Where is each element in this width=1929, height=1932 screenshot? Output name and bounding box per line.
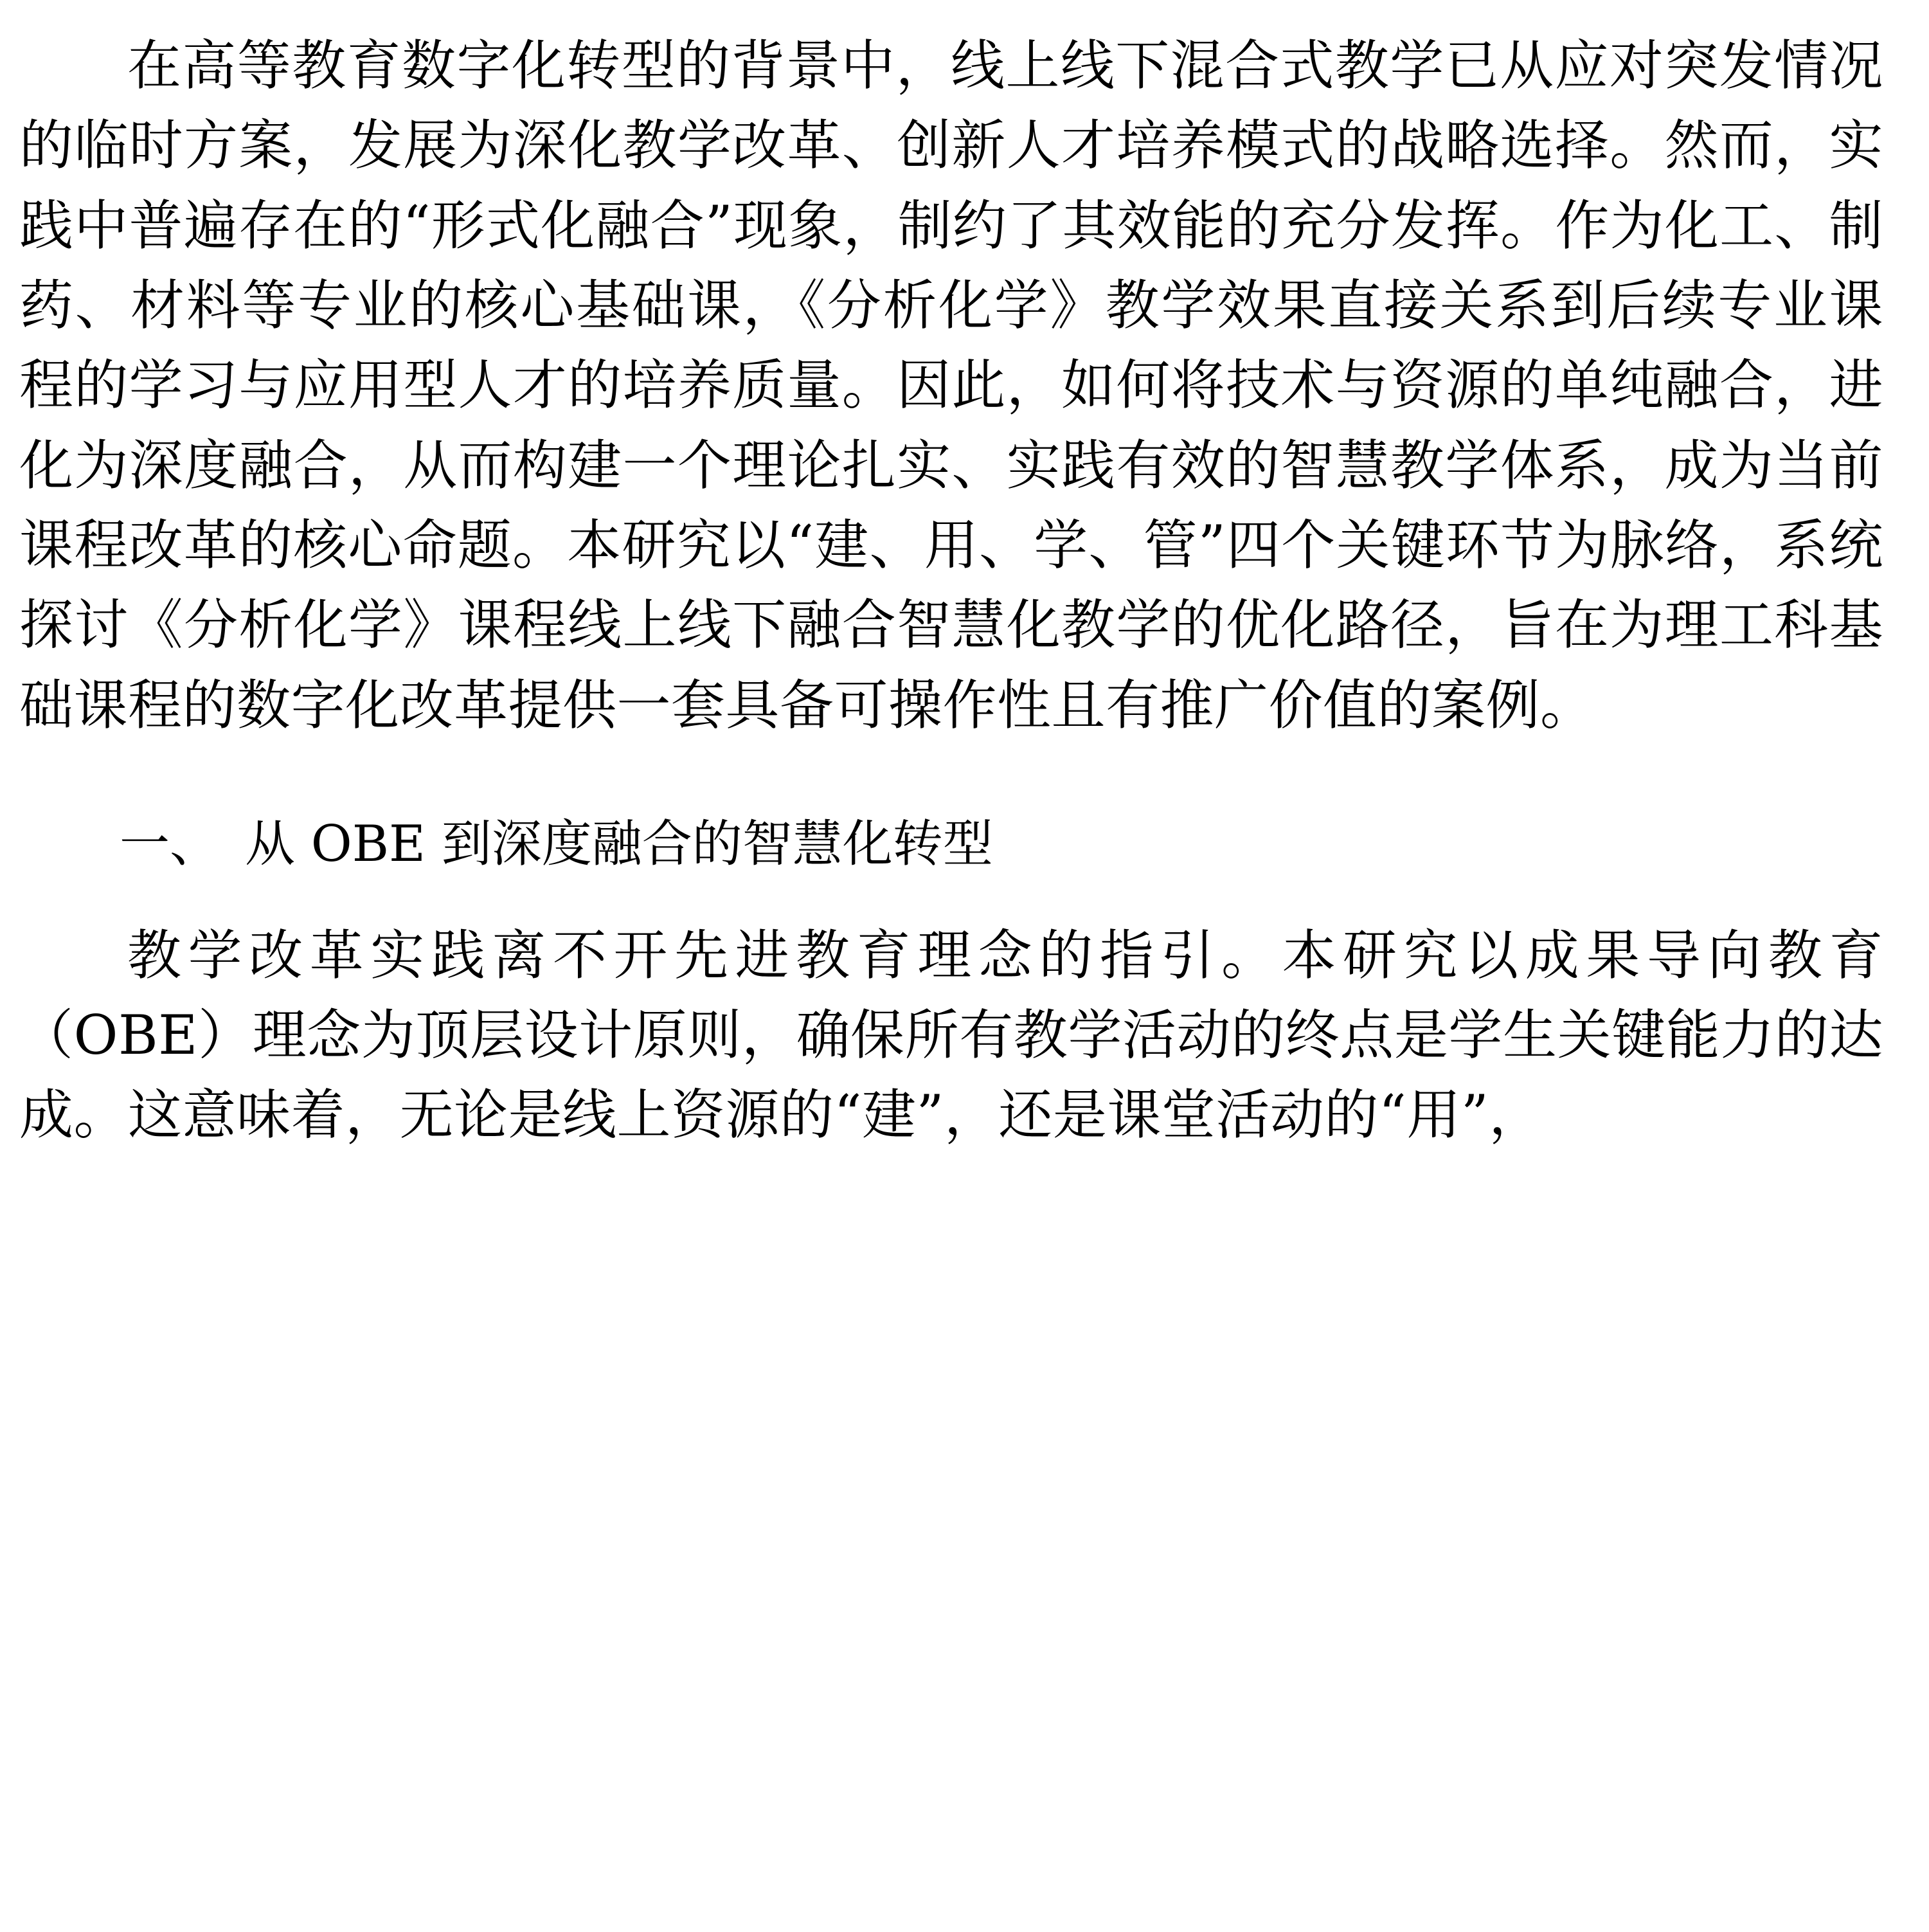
section-1-paragraph-1: 教学改革实践离不开先进教育理念的指引。本研究以成果导向教育（OBE）理念为顶层设计原则，确保所有教学活动的终点是学生关键能力的达成。这意味着，无论是线上资源的“建”，还是课堂活动的“用”，: [19, 923, 1883, 1147]
paragraph-spacer: [19, 745, 1883, 807]
document-body: [19, 26, 1883, 1155]
section-heading-1: 一、 从 OBE 到深度融合的智慧化转型: [120, 815, 993, 873]
intro-paragraph: 在高等教育数字化转型的背景中，线上线下混合式教学已从应对突发情况的临时方案，发展为深化教学改革、创新人才培养模式的战略选择。然而，实践中普遍存在的“形式化融合”现象，制约了其效能的充分发挥。作为化工、制药、材料等专业的核心基础课，《分析化学》教学效果直接关系到后续专业课程的学习与应用型人才的培养质量。因此，如何将技术与资源的单纯融合，进化为深度融合，从而构建一个理论扎实、实践有效的智慧教学体系，成为当前课程改革的核心命题。本研究以“建、用、学、管”四个关键环节为脉络，系统探讨《分析化学》课程线上线下融合智慧化教学的优化路径，旨在为理工科基础课程的数字化改革提供一套具备可操作性且有推广价值的案例。: [19, 34, 1883, 737]
heading-spacer: [19, 882, 1883, 916]
